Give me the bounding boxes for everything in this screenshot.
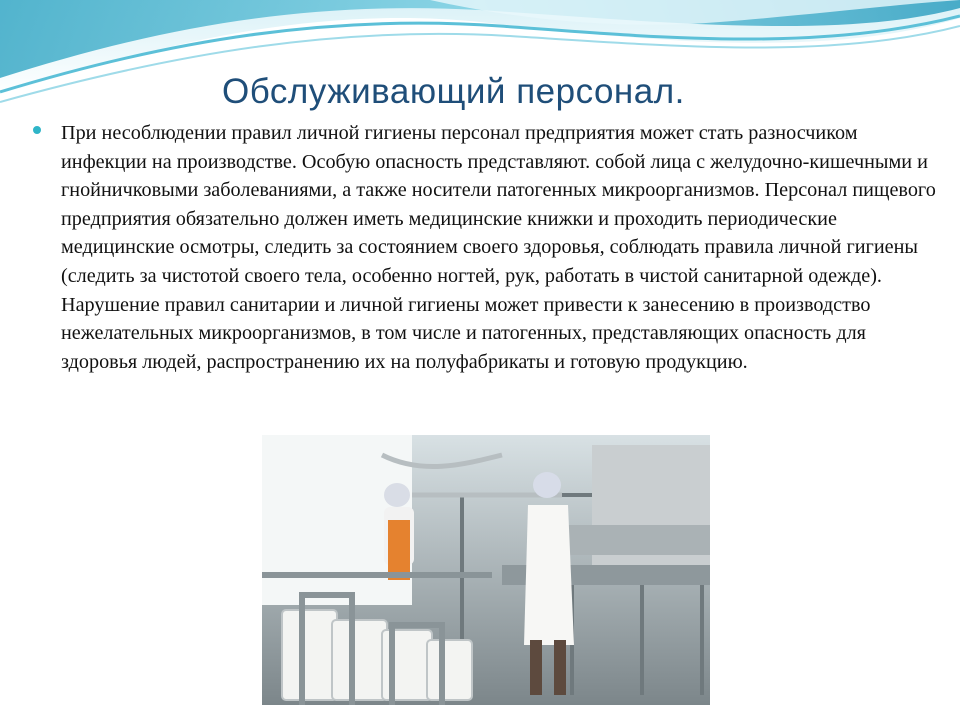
body-paragraph: При несоблюдении правил личной гигиены персонал предприятия может стать разносчиком инфекции на производстве. Особую опасность представляют. собой лица с желудочно-кишечными и гнойничковыми заболеваниями, а также носители патогенных микроорганизмов. Персонал пищевого предприятия обязательно должен иметь медицинские книжки и проходить периодические медицинские осмотры, следить за состоянием своего здоровья, соблюдать правила личной гигиены (следить за чистотой своего тела, особенно ногтей, рук, работать в чистой санитарной одежде). Нарушение правил санитарии и личной гигиены может привести к занесению в производство нежелательных микроорганизмов, в том числе и патогенных, представляющих опасность для здоровья людей, распространению их на полуфабрикаты и готовую продукцию. [61,122,936,373]
factory-workers-photo [262,435,710,705]
bullet-dot [33,126,41,134]
slide-title: Обслуживающий персонал. [222,72,685,111]
